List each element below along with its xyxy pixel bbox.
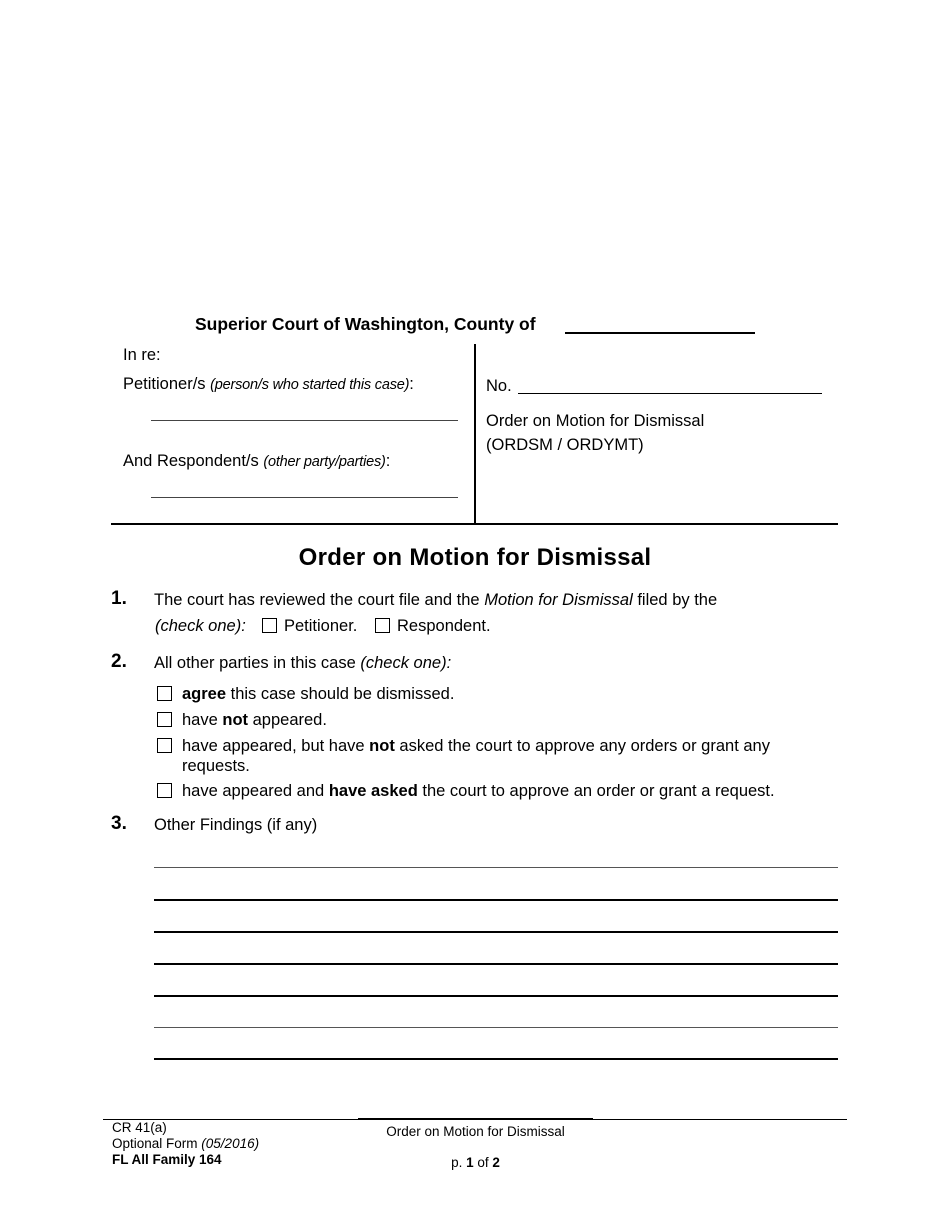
appeared-not-asked-checkbox[interactable] — [157, 738, 172, 753]
s2-text: All other parties in this case — [154, 654, 356, 672]
section-3-text: Other Findings (if any) — [154, 816, 318, 834]
section-3-number: 3. — [111, 813, 127, 834]
county-field[interactable] — [565, 332, 755, 334]
section-2-text — [154, 653, 451, 673]
footer-form-date: (05/2016) — [201, 1136, 260, 1151]
court-title: Superior Court of Washington, County of — [195, 314, 536, 334]
findings-line-2[interactable] — [154, 899, 838, 901]
petitioner-checkbox[interactable] — [262, 618, 277, 633]
opt4-bold: have asked — [328, 782, 418, 800]
not-appeared-checkbox[interactable] — [157, 712, 172, 727]
respondent-hint: (other party/parties) — [263, 454, 386, 470]
page-prefix: p. — [451, 1155, 463, 1170]
petitioner-option-label: Petitioner. — [284, 617, 358, 635]
opt4-rest: the court to approve an order or grant a request. — [422, 782, 775, 800]
footer-optional-form — [112, 1136, 259, 1151]
agree-option-label — [182, 684, 454, 704]
case-number-field[interactable] — [518, 393, 822, 394]
caption-bottom-rule — [111, 523, 838, 525]
respondent-colon: : — [385, 452, 391, 470]
page-of: of — [477, 1155, 489, 1170]
findings-line-5[interactable] — [154, 995, 838, 997]
appeared-asked-checkbox[interactable] — [157, 783, 172, 798]
opt1-rest: this case should be dismissed. — [230, 685, 455, 703]
footer-rule-ref: CR 41(a) — [112, 1120, 167, 1135]
in-re-label: In re: — [123, 346, 161, 364]
caption-divider — [474, 344, 476, 524]
footer-center-title: Order on Motion for Dismissal — [386, 1124, 565, 1139]
footer-optional-form-label: Optional Form — [112, 1136, 198, 1151]
s1-check-hint: (check one): — [155, 617, 246, 635]
section-2-number: 2. — [111, 651, 127, 672]
opt2-pre: have — [182, 711, 218, 729]
respondent-name-field[interactable] — [151, 497, 458, 498]
opt1-bold: agree — [182, 685, 227, 703]
findings-line-3[interactable] — [154, 931, 838, 933]
document-codes: (ORDSM / ORDYMT) — [486, 436, 644, 454]
opt2-bold: not — [222, 711, 249, 729]
footer-form-id: FL All Family 164 — [112, 1152, 222, 1167]
agree-checkbox[interactable] — [157, 686, 172, 701]
opt3-continuation: requests. — [182, 757, 250, 775]
petitioner-hint: (person/s who started this case) — [210, 377, 410, 393]
case-number-label: No. — [486, 377, 512, 395]
page-total: 2 — [492, 1155, 500, 1170]
respondent-label-text: And Respondent/s — [123, 452, 259, 470]
opt3-bold: not — [369, 737, 395, 755]
section-1-text — [154, 590, 717, 610]
findings-line-4[interactable] — [154, 963, 838, 965]
opt2-rest: appeared. — [252, 711, 327, 729]
footer-center-rule — [358, 1118, 593, 1120]
not-appeared-option-label — [182, 710, 327, 730]
findings-line-7[interactable] — [154, 1058, 838, 1060]
appeared-asked-option-label — [182, 781, 775, 801]
respondent-label — [123, 451, 390, 472]
section-1-number: 1. — [111, 588, 127, 609]
opt4-pre: have appeared and — [182, 782, 325, 800]
opt3-rest: asked the court to approve any orders or grant any — [399, 737, 770, 755]
opt3-pre: have appeared, but have — [182, 737, 365, 755]
document-name: Order on Motion for Dismissal — [486, 412, 705, 430]
petitioner-label — [123, 374, 414, 395]
appeared-not-asked-option-label — [182, 736, 770, 756]
footer-page-number — [358, 1155, 593, 1170]
s1-text-b: filed by the — [637, 591, 718, 609]
findings-line-6[interactable] — [154, 1027, 838, 1028]
findings-line-1[interactable] — [154, 867, 838, 868]
petitioner-colon: : — [409, 375, 414, 393]
respondent-checkbox[interactable] — [375, 618, 390, 633]
s1-text-italic: Motion for Dismissal — [484, 591, 633, 609]
respondent-option-label: Respondent. — [397, 617, 491, 635]
page-num: 1 — [466, 1155, 474, 1170]
s1-text-a: The court has reviewed the court file and the — [154, 591, 480, 609]
s2-check-hint: (check one): — [360, 654, 452, 672]
petitioner-name-field[interactable] — [151, 420, 458, 421]
petitioner-label-text: Petitioner/s — [123, 375, 206, 393]
page-title: Order on Motion for Dismissal — [298, 544, 652, 571]
